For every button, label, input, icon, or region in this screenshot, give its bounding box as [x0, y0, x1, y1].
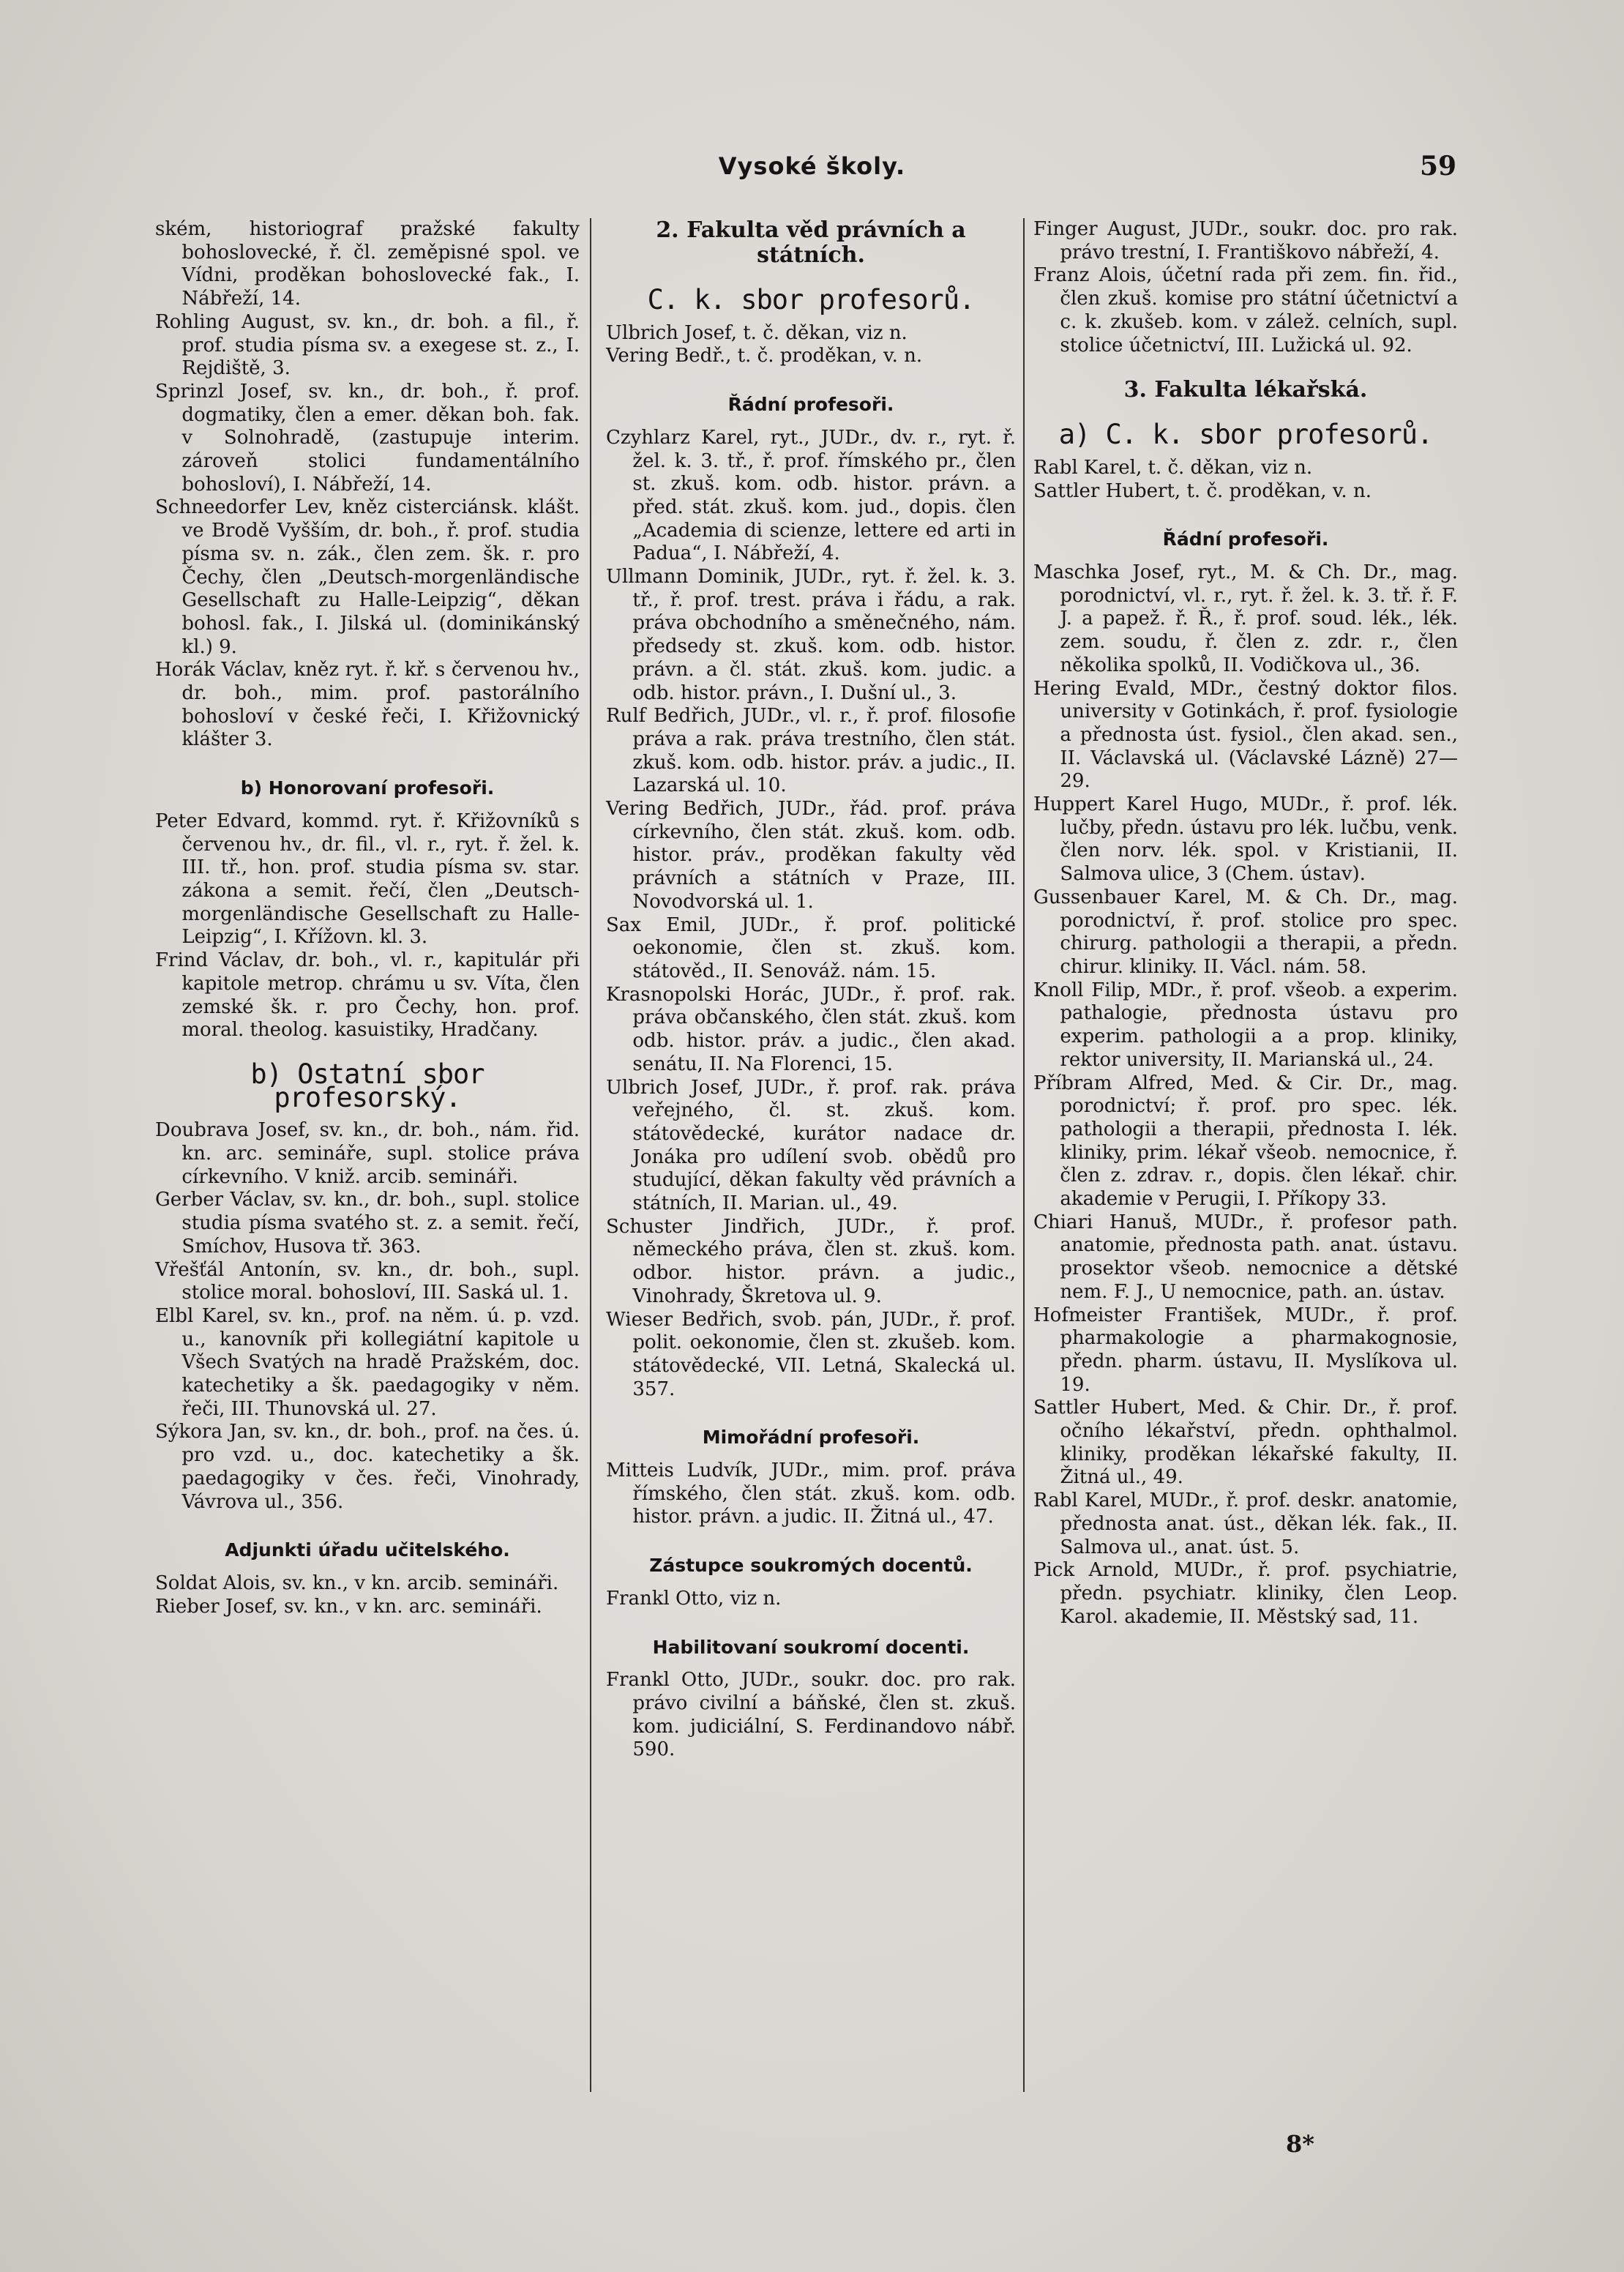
- signature-mark: 8*: [1286, 2130, 1314, 2158]
- column-divider: [590, 218, 591, 2092]
- list-item: ském, historiograf pražské fakulty bohoslovecké, ř. čl. zeměpisné spol. ve Vídni, proděkan bohoslovecké fak., I. Nábřeží, 14.: [155, 218, 580, 310]
- list-item: Vering Bedřich, JUDr., řád. prof. práva církevního, člen stát. zkuš. kom. odb. histor. práv., proděkan fakulty věd právních a státních v Praze, III. Novodvorská ul. 1.: [606, 798, 1016, 913]
- list-item: Elbl Karel, sv. kn., prof. na něm. ú. p. vzd. u., kanovník při kollegiátní kapitole u Všech Svatých na hradě Pražském, doc. katechetiky a šk. paedagogiky v něm. řeči, III. Thunovská ul. 27.: [155, 1304, 580, 1420]
- running-header: Vysoké školy.: [718, 152, 906, 180]
- section-heading: C. k. sbor profesorů.: [647, 284, 975, 315]
- column-divider: [1023, 218, 1025, 2092]
- list-item: Frankl Otto, viz n.: [606, 1587, 782, 1610]
- list-item: Frind Václav, dr. boh., vl. r., kapitulár při kapitole metrop. chrámu u sv. Víta, člen zemské šk. r. pro Čechy, hon. prof. moral. theolog. kasuistiky, Hradčany.: [155, 949, 580, 1042]
- page-number: 59: [1420, 151, 1457, 182]
- list-item: Hofmeister František, MUDr., ř. prof. pharmakologie a pharmakognosie, předn. pharm. ústavu, II. Myslíkova ul. 19.: [1033, 1304, 1458, 1396]
- section-heading: Habilitovaní soukromí docenti.: [652, 1636, 970, 1658]
- list-item: Horák Václav, kněz ryt. ř. kř. s červenou hv., dr. boh., mim. prof. pastorálního bohosloví v české řeči, I. Křižovnický klášter 3.: [155, 659, 580, 751]
- entry-list: [155, 218, 580, 752]
- list-item: Peter Edvard, kommd. ryt. ř. Křižovníků s červenou hv., dr. fil., vl. r., ryt. ř. žel. k. III. tř., hon. prof. studia písma sv. star. zákona a semit. řečí, člen „Deutsch-morgenländische Gesellschaft zu Halle-Leipzig“, I. Křížovn. kl. 3.: [155, 810, 580, 949]
- list-item: Krasnopolski Horác, JUDr., ř. prof. rak. práva občanského, člen stát. zkuš. kom odb. histor. práv. a judic., člen akad. senátu, II. Na Florenci, 15.: [606, 983, 1016, 1075]
- list-item: Sattler Hubert, Med. & Chir. Dr., ř. prof. očního lékařství, předn. ophthalmol. kliniky, proděkan lékařské fakulty, II. Žitná ul., 49.: [1033, 1397, 1458, 1489]
- list-item: Czyhlarz Karel, ryt., JUDr., dv. r., ryt. ř. žel. k. 3. tř., ř. prof. římského pr., člen st. zkuš. kom. odb. histor. právn. a před. stát. zkuš. kom. jud., dopis. člen „Academia di scienze, lettere ed arti in Padua“, I. Nábřeží, 4.: [606, 426, 1016, 565]
- section-heading: b) Ostatní sbor profesorský.: [250, 1058, 484, 1113]
- list-item: Maschka Josef, ryt., M. & Ch. Dr., mag. porodnictví, vl. r., ryt. ř. žel. k. 3. tř. ř. F. J. a papež. ř. Ř., ř. prof. soud. lék., lék. zem. soudu, ř. člen z. zdr. r., člen několika spolků, II. Vodičkova ul., 36.: [1033, 561, 1458, 676]
- list-item: Sattler Hubert, t. č. proděkan, v. n.: [1033, 479, 1372, 502]
- list-item: Gussenbauer Karel, M. & Ch. Dr., mag. porodnictví, ř. prof. stolice pro spec. chirurg. pathologii a therapii, a předn. chirur. kliniky. II. Václ. nám. 58.: [1033, 886, 1458, 978]
- list-item: Finger August, JUDr., soukr. doc. pro rak. právo trestní, I. Františkovo nábřeží, 4.: [1033, 218, 1458, 264]
- list-item: Soldat Alois, sv. kn., v kn. arcib. semináři.: [155, 1572, 559, 1594]
- list-item: Knoll Filip, MDr., ř. prof. všeob. a experim. pathalogie, přednosta ústavu pro experim. pathologii a a prop. kliniky, rektor university, II. Marianská ul., 24.: [1033, 979, 1458, 1071]
- section-heading: Řádní profesoři.: [727, 394, 894, 416]
- list-item: Rabl Karel, t. č. děkan, viz n.: [1033, 456, 1313, 479]
- list-item: Rohling August, sv. kn., dr. boh. a fil., ř. prof. studia písma sv. a exegese st. z., I. Rejdiště, 3.: [155, 310, 580, 380]
- list-item: Rabl Karel, MUDr., ř. prof. deskr. anatomie, přednosta anat. úst., děkan lék. fak., II. Salmova ul., anat. úst. 5.: [1033, 1490, 1458, 1558]
- list-item: Rieber Josef, sv. kn., v kn. arc. semináři.: [155, 1595, 542, 1618]
- section-heading: Adjunkti úřadu učitelského.: [225, 1539, 510, 1561]
- list-item: Příbram Alfred, Med. & Cir. Dr., mag. porodnictví; ř. prof. pro spec. lék. pathologii a therapii, přednosta I. lék. kliniky, prim. lékař všeob. nemocnice, ř. člen z. zdrav. r., dopis. člen lékař. chir. akademie v Perugii, I. Příkopy 33.: [1033, 1072, 1458, 1211]
- list-item: Chiari Hanuš, MUDr., ř. profesor path. anatomie, přednosta path. anat. ústavu. prosektor všeob. nemocnice a dětské nem. F. J., U nemocnice, path. an. ústav.: [1033, 1211, 1458, 1303]
- list-item: Pick Arnold, MUDr., ř. prof. psychiatrie, předn. psychiatr. kliniky, člen Leop. Karol. akademie, II. Městský sad, 11.: [1033, 1559, 1458, 1628]
- faculty-heading: 3. Fakulta lékařská.: [1123, 377, 1368, 403]
- list-item: Sýkora Jan, sv. kn., dr. boh., prof. na čes. ú. pro vzd. u., doc. katechetiky a šk. paedagogiky v čes. řeči, Vinohrady, Vávrova ul., 356.: [155, 1421, 580, 1513]
- list-item: Schuster Jindřich, JUDr., ř. prof. německého práva, člen st. zkuš. kom. odbor. histor. právn. a judic., Vinohrady, Škretova ul. 9.: [606, 1215, 1016, 1307]
- list-item: Franz Alois, účetní rada při zem. fin. řid., člen zkuš. komise pro státní účetnictví a c. k. zkušeb. kom. v zálež. celních, supl. stolice účetnictví, III. Lužická ul. 92.: [1033, 264, 1458, 356]
- list-item: Mitteis Ludvík, JUDr., mim. prof. práva římského, člen stát. zkuš. kom. odb. histor. právn. a judic. II. Žitná ul., 47.: [606, 1460, 1016, 1528]
- list-item: Doubrava Josef, sv. kn., dr. boh., nám. řid. kn. arc. semináře, supl. stolice práva církevního. V kniž. arcib. semináři.: [155, 1119, 580, 1188]
- list-item: Sprinzl Josef, sv. kn., dr. boh., ř. prof. dogmatiky, člen a emer. děkan boh. fak. v Solnohradě, (zastupuje interim. zároveň stolici fundamentálního bohosloví), I. Nábřeží, 14.: [155, 380, 580, 496]
- list-item: Ullmann Dominik, JUDr., ryt. ř. žel. k. 3. tř., ř. prof. trest. práva i řádu, a rak. práva obchodního a směnečného, nám. předsedy st. zkuš. kom. odb. histor. právn. a čl. stát. zkuš. kom. judic. a odb. histor. právn., I. Dušní ul., 3.: [606, 566, 1016, 704]
- list-item: Vřešťál Antonín, sv. kn., dr. boh., supl. stolice moral. bohosloví, III. Saská ul. 1.: [155, 1258, 580, 1304]
- section-heading: Mimořádní profesoři.: [702, 1427, 920, 1449]
- list-item: Ulbrich Josef, JUDr., ř. prof. rak. práva veřejného, čl. st. zkuš. kom. státovědecké, kurátor nadace dr. Jonáka pro udílení svob. obědů pro studující, děkan fakulty věd právních a státních, II. Marian. ul., 49.: [606, 1076, 1016, 1215]
- list-item: Wieser Bedřich, svob. pán, JUDr., ř. prof. polit. oekonomie, člen st. zkušeb. kom. státovědecké, VII. Letná, Skalecká ul. 357.: [606, 1308, 1016, 1400]
- column-left: [155, 218, 580, 1618]
- list-item: Huppert Karel Hugo, MUDr., ř. prof. lék. lučby, předn. ústavu pro lék. lučbu, venk. člen norv. lék. spol. v Kristianii, II. Salmova ulice, 3 (Chem. ústav).: [1033, 793, 1458, 886]
- list-item: Hering Evald, MDr., čestný doktor filos. university v Gotinkách, ř. prof. fysiologie a přednosta úst. fysiol., člen akad. sen., II. Václavská ul. (Václavské Lázně) 27—29.: [1033, 677, 1458, 793]
- list-item: Gerber Václav, sv. kn., dr. boh., supl. stolice studia písma svatého st. z. a semit. řečí, Smíchov, Husova tř. 363.: [155, 1189, 580, 1258]
- column-right: [1033, 218, 1458, 1629]
- list-item: Rulf Bedřich, JUDr., vl. r., ř. prof. filosofie práva a rak. práva trestního, člen stát. zkuš. kom. odb. histor. práv. a judic., II. Lazarská ul. 10.: [606, 705, 1016, 797]
- list-item: Schneedorfer Lev, kněz cisterciánsk. klášt. ve Brodě Vyšším, dr. boh., ř. prof. studia písma sv. n. zák., člen zem. šk. r. pro Čechy, člen „Deutsch-morgenländische Gesellschaft zu Halle-Leipzig“, děkan bohosl. fak., I. Jilská ul. (dominikánský kl.) 9.: [155, 496, 580, 658]
- section-heading: a) C. k. sbor profesorů.: [1058, 419, 1433, 451]
- list-item: Vering Bedř., t. č. proděkan, v. n.: [606, 345, 923, 367]
- list-item: Ulbrich Josef, t. č. děkan, viz n.: [606, 321, 908, 344]
- section-heading: Řádní profesoři.: [1162, 528, 1329, 550]
- list-item: Frankl Otto, JUDr., soukr. doc. pro rak. právo civilní a báňské, člen st. zkuš. kom. judiciální, S. Ferdinandovo nábř. 590.: [606, 1669, 1016, 1761]
- list-item: Sax Emil, JUDr., ř. prof. politické oekonomie, člen st. zkuš. kom. státověd., II. Senováž. nám. 15.: [606, 913, 1016, 982]
- section-heading: b) Honorovaní profesoři.: [240, 777, 495, 799]
- column-middle: [606, 218, 1016, 1762]
- faculty-heading: 2. Fakulta věd právních a státních.: [656, 217, 966, 268]
- section-heading: Zástupce soukromých docentů.: [649, 1555, 973, 1577]
